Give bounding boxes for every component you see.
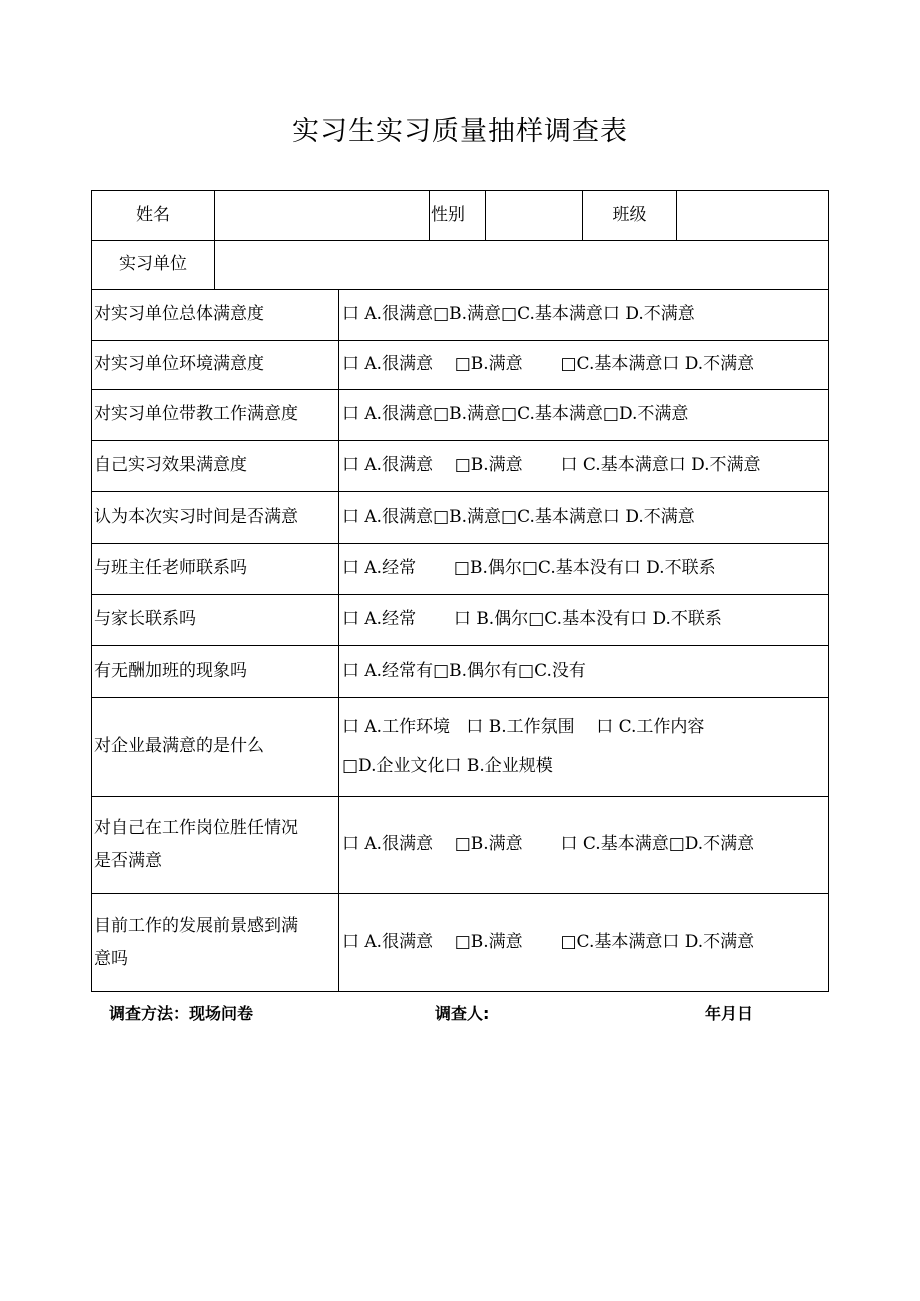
- unit-label: 实习单位: [119, 254, 187, 274]
- question-label: 对实习单位总体满意度: [94, 304, 264, 324]
- question-label: [92, 796, 338, 893]
- question-label: 对实习单位带教工作满意度: [94, 404, 298, 424]
- question-options[interactable]: 口 A.很满意 □B.满意 □C.基本满意口 D.不满意: [342, 932, 755, 952]
- class-label: 班级: [612, 205, 647, 225]
- options-line: 口 A.工作环境 口 B.工作氛围 口 C.工作内容: [342, 716, 705, 737]
- name-field[interactable]: [215, 191, 429, 240]
- gender-label: 性别: [431, 205, 465, 225]
- question-options[interactable]: 口 A.很满意□B.满意□C.基本满意口 D.不满意: [342, 506, 695, 527]
- gender-field[interactable]: [486, 191, 582, 240]
- question-options[interactable]: 口 A.很满意 □B.满意 口 C.基本满意口 D.不满意: [342, 455, 761, 475]
- question-options[interactable]: 口 A.很满意 □B.满意 口 C.基本满意□D.不满意: [342, 834, 755, 854]
- date-label: 年月日: [705, 1004, 754, 1023]
- question-line: 意吗: [94, 948, 128, 969]
- question-label: 认为本次实习时间是否满意: [94, 506, 298, 527]
- question-options[interactable]: 口 A.很满意□B.满意□C.基本满意□D.不满意: [342, 404, 689, 424]
- question-label: 有无酬加班的现象吗: [94, 660, 247, 681]
- question-line: 目前工作的发展前景感到满: [94, 915, 298, 936]
- question-label: 对实习单位环境满意度: [94, 354, 264, 374]
- question-options[interactable]: 口 A.很满意□B.满意□C.基本满意口 D.不满意: [342, 304, 695, 324]
- survey-method: 调查方法：现场问卷: [109, 1004, 254, 1023]
- name-label: 姓名: [136, 205, 170, 225]
- page-title: 实习生实习质量抽样调查表: [292, 116, 628, 147]
- question-options[interactable]: 口 A.经常 □B.偶尔□C.基本没有口 D.不联系: [342, 558, 716, 578]
- unit-field[interactable]: [215, 240, 829, 289]
- survey-table: [91, 190, 829, 992]
- question-label: 与家长联系吗: [94, 609, 196, 629]
- question-label: 自己实习效果满意度: [94, 455, 247, 475]
- question-line: 是否满意: [94, 850, 162, 871]
- question-label: 与班主任老师联系吗: [94, 558, 247, 578]
- surveyor-label: 调查人:: [435, 1004, 490, 1023]
- options-line: □D.企业文化口 B.企业规模: [342, 755, 553, 776]
- question-label: [92, 893, 338, 992]
- class-field[interactable]: [677, 191, 829, 240]
- question-line: 对自己在工作岗位胜任情况: [94, 817, 298, 838]
- question-options[interactable]: [339, 697, 829, 796]
- question-options[interactable]: 口 A.很满意 □B.满意 □C.基本满意口 D.不满意: [342, 354, 755, 374]
- question-options[interactable]: 口 A.经常 口 B.偶尔□C.基本没有口 D.不联系: [342, 609, 722, 629]
- question-label: 对企业最满意的是什么: [94, 736, 264, 756]
- question-options[interactable]: 口 A.经常有□B.偶尔有□C.没有: [342, 660, 586, 681]
